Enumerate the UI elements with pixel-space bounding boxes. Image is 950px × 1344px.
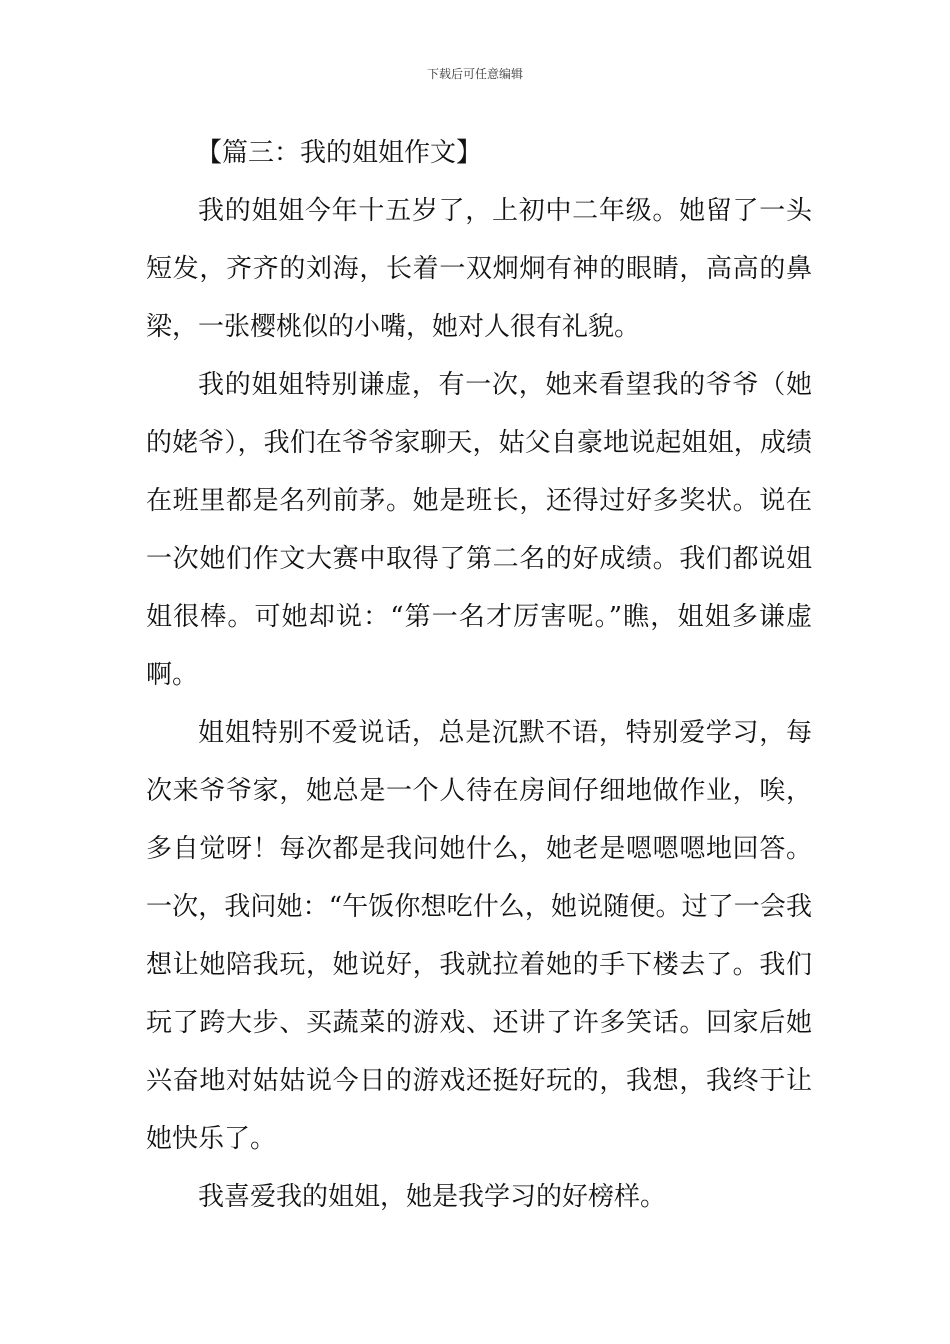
paragraph-4: 我喜爱我的姐姐，她是我学习的好榜样。 bbox=[198, 1182, 667, 1212]
article-body bbox=[146, 124, 812, 1226]
paragraph-2: 我的姐姐特别谦虚，有一次，她来看望我的爷爷（她的姥爷），我们在爷爷家聊天，姑父自豪地说起姐姐，成绩在班里都是名列前茅。她是班长，还得过好多奖状。说在一次她们作文大赛中取得了第二名的好成绩。我们都说姐姐很棒。可她却说：“第一名才厉害呢。”瞧，姐姐多谦虚啊。 bbox=[146, 370, 812, 690]
header-note: 下载后可任意编辑 bbox=[426, 67, 523, 81]
article-title: 【篇三：我的姐姐作文】 bbox=[196, 138, 483, 168]
paragraph-1: 我的姐姐今年十五岁了，上初中二年级。她留了一头短发，齐齐的刘海，长着一双炯炯有神的眼睛，高高的鼻梁，一张樱桃似的小嘴，她对人很有礼貌。 bbox=[146, 196, 812, 342]
paragraph-3: 姐姐特别不爱说话，总是沉默不语，特别爱学习，每次来爷爷家，她总是一个人待在房间仔细地做作业，唉，多自觉呀！每次都是我问她什么，她老是嗯嗯嗯地回答。一次，我问她：“午饭你想吃什么，她说随便。过了一会我想让她陪我玩，她说好，我就拉着她的手下楼去了。我们玩了跨大步、买蔬菜的游戏、还讲了许多笑话。回家后她兴奋地对姑姑说今日的游戏还挺好玩的，我想，我终于让她快乐了。 bbox=[146, 718, 812, 1154]
